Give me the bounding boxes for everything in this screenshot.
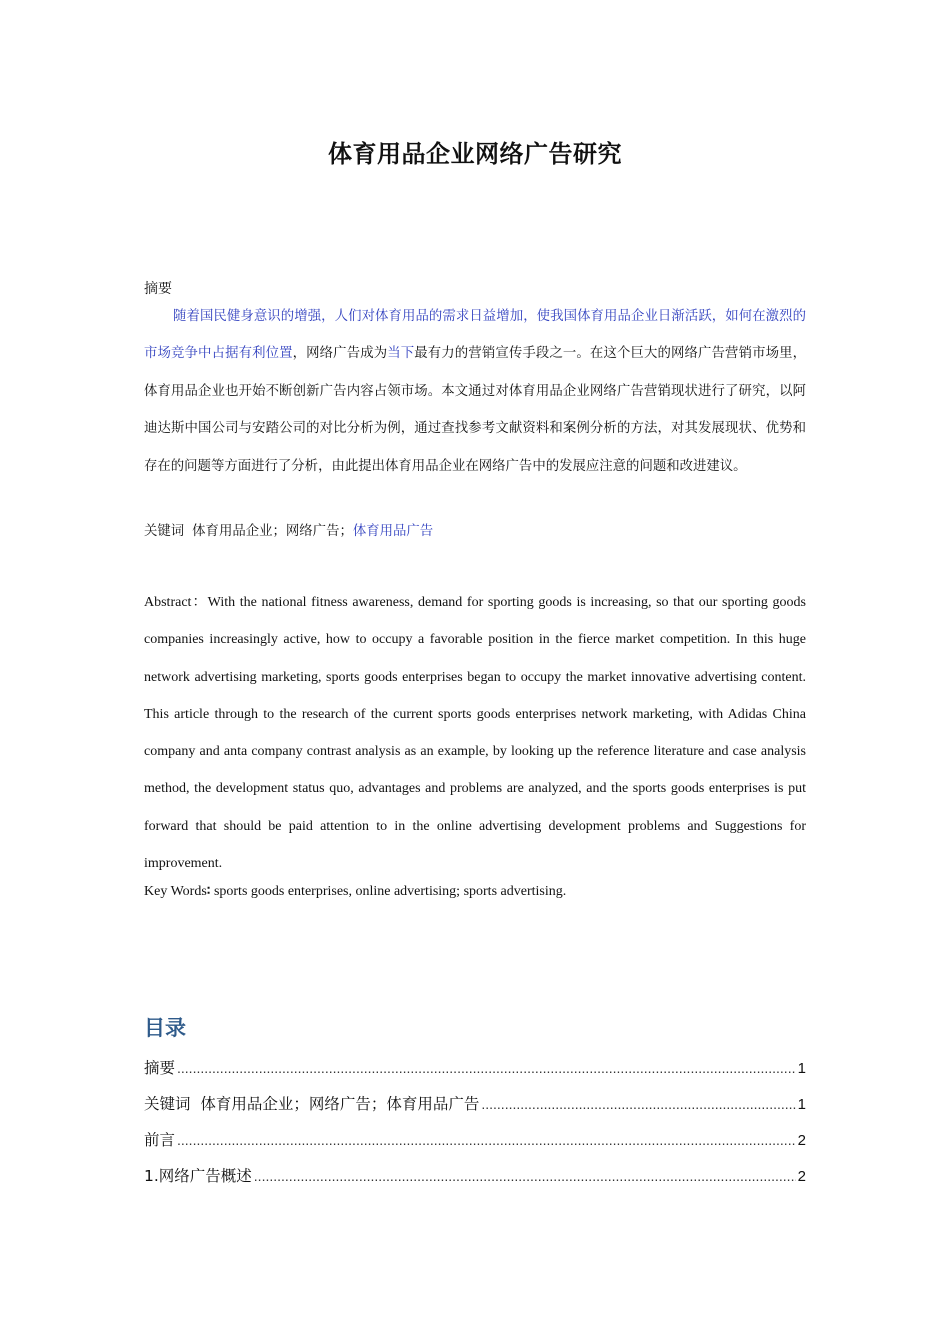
toc-heading: 目录: [144, 1016, 186, 1040]
abstract-cn-paragraph: [144, 298, 806, 485]
abstract-cn-text-2: 最有力的营销宣传手段之一。在这个巨大的网络广告营销市场里，体育用品企业也开始不断创新广告内容占领市场。本文通过对体育用品企业网络广告营销现状进行了研究，以阿迪达斯中国公司与安踏公司的对比分析为例，通过查找参考文献资料和案例分析的方法，对其发展现状、优势和存在的问题等方面进行了分析，由此提出体育用品企业在网络广告中的发展应注意的问题和改进建议。: [144, 346, 807, 474]
toc-entry-label: 关键词 体育用品企业；网络广告；体育用品广告: [144, 1095, 480, 1113]
toc-entry-page: 1: [797, 1096, 806, 1113]
abstract-cn-highlight-2: 当下: [387, 346, 415, 362]
toc-entry-label: 前言: [144, 1131, 176, 1149]
abstract-cn-text-1: ，网络广告成为: [292, 346, 388, 362]
toc-dot-leader: [177, 1122, 796, 1158]
toc-entry-page: 2: [797, 1132, 806, 1149]
keywords-en-colon: ∶: [206, 884, 211, 899]
toc-entry-label: 1.网络广告概述: [144, 1167, 252, 1185]
toc-dot-leader: [177, 1050, 796, 1086]
keywords-cn-text: 体育用品企业；网络广告；: [192, 524, 353, 539]
toc-dot-leader: [481, 1086, 795, 1122]
toc-entry-page: 2: [797, 1168, 806, 1185]
keywords-en: [144, 882, 806, 902]
toc-entry-page: 1: [797, 1060, 806, 1077]
toc-entry[interactable]: [144, 1050, 806, 1086]
keywords-cn: [144, 522, 806, 542]
keywords-en-label: Key Words: [144, 884, 207, 899]
document-title: 体育用品企业网络广告研究: [328, 140, 622, 168]
toc-dot-leader: [254, 1158, 796, 1194]
abstract-cn-highlight-1: 随着国民健身意识的增强，人们对体育用品的需求日益增加，使我国体育用品企业日渐活跃，如何在激烈的市场竞争中占据有利位置: [144, 309, 806, 362]
toc-entry[interactable]: [144, 1158, 806, 1194]
toc-entry[interactable]: [144, 1086, 806, 1122]
toc-entry-label: 摘要: [144, 1059, 176, 1077]
table-of-contents: [144, 1050, 806, 1194]
abstract-heading: 摘要: [144, 281, 172, 297]
toc-entry[interactable]: [144, 1122, 806, 1158]
keywords-cn-highlight: 体育用品广告: [352, 524, 434, 539]
keywords-cn-label: 关键词: [144, 524, 185, 539]
abstract-en-paragraph: Abstract：With the national fitness awareness, demand for sporting goods is increasing, so that our sporting goods companies increasingly active, how to occupy a favorable position in the fierce market competition. In this huge network advertising marketing, sports goods enterprises began to occupy the market innovative advertising content. This article through to the research of the current sports goods enterprises network marketing, with Adidas China company and anta company contrast analysis as an example, by looking up the reference literature and case analysis method, the development status quo, advantages and problems are analyzed, and the sports goods enterprises is put forward that should be paid attention to in the online advertising development problems and Suggestions for improvement.: [144, 595, 806, 872]
keywords-en-text: sports goods enterprises, online advertising; sports advertising.: [210, 884, 567, 899]
